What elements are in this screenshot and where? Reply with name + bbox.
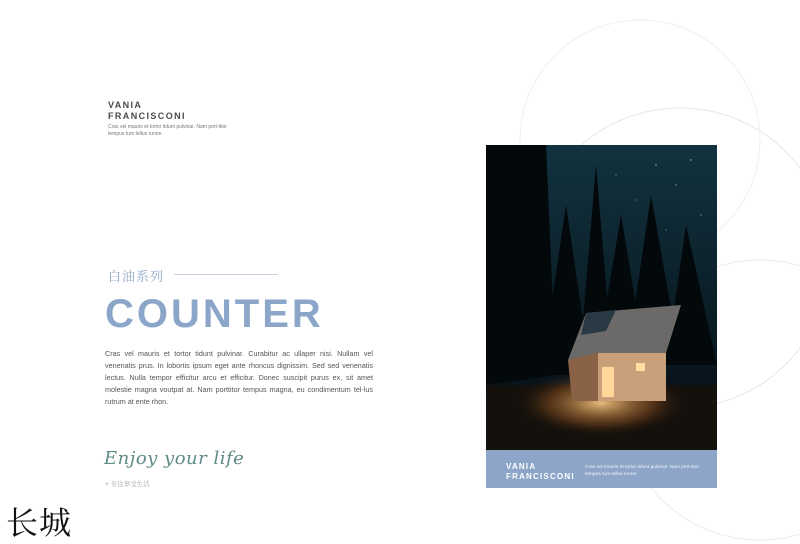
caption-text: Cras vel mauris et tortor tidunt pulvinar. Nam port-titor tempus tum tellus runne. [585,465,700,477]
series-divider [174,274,278,275]
script-subtitle: + 专注享受生活 [105,481,150,488]
brand-name: VANIA FRANCISCONI [108,100,186,121]
brand-tagline: Cras vel mauris et tortor tidunt pulvinar. Nam port-titor tempus tum tellus runne. [108,124,227,137]
corner-title: 长城 [6,505,73,541]
caption-name: VANIA FRANCISCONI [506,462,575,481]
body-paragraph: Cras vel mauris et tortor tidunt pulvinar. Curabitur ac ullaper nisi. Nullam vel venenatis prus. In lobortis ipsum eget ante rhoncus dignissim. Sed sed venenatis lectus. Nulla tempor efficitur arcu et efficitur. Donec suscipit purus ex, sit amet molestie magna voutpat at. Nam porttitor tempus magna, eu condimentum tel-lus rutrum at ente rhon. [105,349,373,406]
script-slogan: Enjoy your life [104,448,245,469]
cabin-photo [486,145,717,450]
headline: COUNTER [105,292,324,336]
series-label: 白油系列 [108,269,165,284]
